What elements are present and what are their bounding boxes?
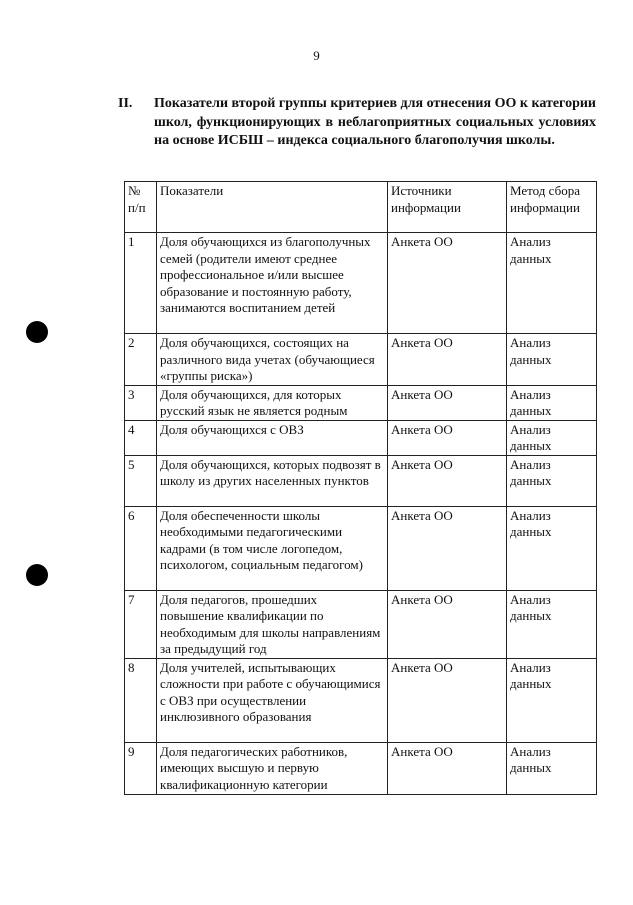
header-source: Источники информации: [388, 182, 507, 233]
row-num: 2: [125, 334, 157, 386]
row-num: 4: [125, 420, 157, 455]
table-row: [125, 658, 597, 742]
row-method: Анализ данных: [507, 742, 597, 794]
row-num: 6: [125, 506, 157, 590]
row-num: 3: [125, 385, 157, 420]
row-indicator: Доля педагогов, прошедших повышение квалификации по необходимым для школы направлениям за предыдущий год: [157, 590, 388, 658]
criteria-table: [124, 181, 597, 795]
page-number: 9: [313, 48, 320, 63]
row-indicator: Доля учителей, испытывающих сложности при работе с обучающимися с ОВЗ при осуществлении инклюзивного образования: [157, 658, 388, 742]
row-source: Анкета ОО: [388, 233, 507, 334]
row-source: Анкета ОО: [388, 385, 507, 420]
row-indicator: Доля обеспеченности школы необходимыми педагогическими кадрами (в том числе логопедом, психологом, социальным педагогом): [157, 506, 388, 590]
row-method: Анализ данных: [507, 455, 597, 506]
row-indicator: Доля обучающихся с ОВЗ: [157, 420, 388, 455]
row-source: Анкета ОО: [388, 420, 507, 455]
row-method: Анализ данных: [507, 658, 597, 742]
header-num: № п/п: [125, 182, 157, 233]
row-method: Анализ данных: [507, 385, 597, 420]
section-heading: [118, 95, 596, 151]
section-numeral: II.: [118, 96, 133, 111]
table-row: [125, 420, 597, 455]
table-row: [125, 233, 597, 334]
row-method: Анализ данных: [507, 233, 597, 334]
table-row: [125, 742, 597, 794]
row-source: Анкета ОО: [388, 590, 507, 658]
row-num: 5: [125, 455, 157, 506]
row-num: 7: [125, 590, 157, 658]
section-title: Показатели второй группы критериев для отнесения ОО к категории школ, функционирующих в неблагоприятных социальных условиях на основе ИСБШ – индекса социального благополучия школы.: [154, 96, 596, 148]
punch-hole-mark: [26, 321, 48, 343]
row-source: Анкета ОО: [388, 506, 507, 590]
table-row: [125, 590, 597, 658]
header-method: Метод сбора информации: [507, 182, 597, 233]
row-indicator: Доля обучающихся, состоящих на различного вида учетах (обучающиеся «группы риска»): [157, 334, 388, 386]
row-method: Анализ данных: [507, 590, 597, 658]
row-indicator: Доля обучающихся из благополучных семей (родители имеют среднее профессиональное и/или высшее образование и постоянную работу, занимаются воспитанием детей: [157, 233, 388, 334]
row-source: Анкета ОО: [388, 455, 507, 506]
row-method: Анализ данных: [507, 506, 597, 590]
row-source: Анкета ОО: [388, 658, 507, 742]
row-num: 9: [125, 742, 157, 794]
row-method: Анализ данных: [507, 334, 597, 386]
row-indicator: Доля обучающихся, для которых русский язык не является родным: [157, 385, 388, 420]
row-indicator: Доля педагогических работников, имеющих высшую и первую квалификационную категории: [157, 742, 388, 794]
header-indicator: Показатели: [157, 182, 388, 233]
table-row: [125, 455, 597, 506]
row-source: Анкета ОО: [388, 742, 507, 794]
table-row: [125, 385, 597, 420]
row-method: Анализ данных: [507, 420, 597, 455]
punch-hole-mark: [26, 564, 48, 586]
table-row: [125, 506, 597, 590]
table-header-row: [125, 182, 597, 233]
row-num: 1: [125, 233, 157, 334]
row-num: 8: [125, 658, 157, 742]
row-source: Анкета ОО: [388, 334, 507, 386]
table-row: [125, 334, 597, 386]
row-indicator: Доля обучающихся, которых подвозят в школу из других населенных пунктов: [157, 455, 388, 506]
